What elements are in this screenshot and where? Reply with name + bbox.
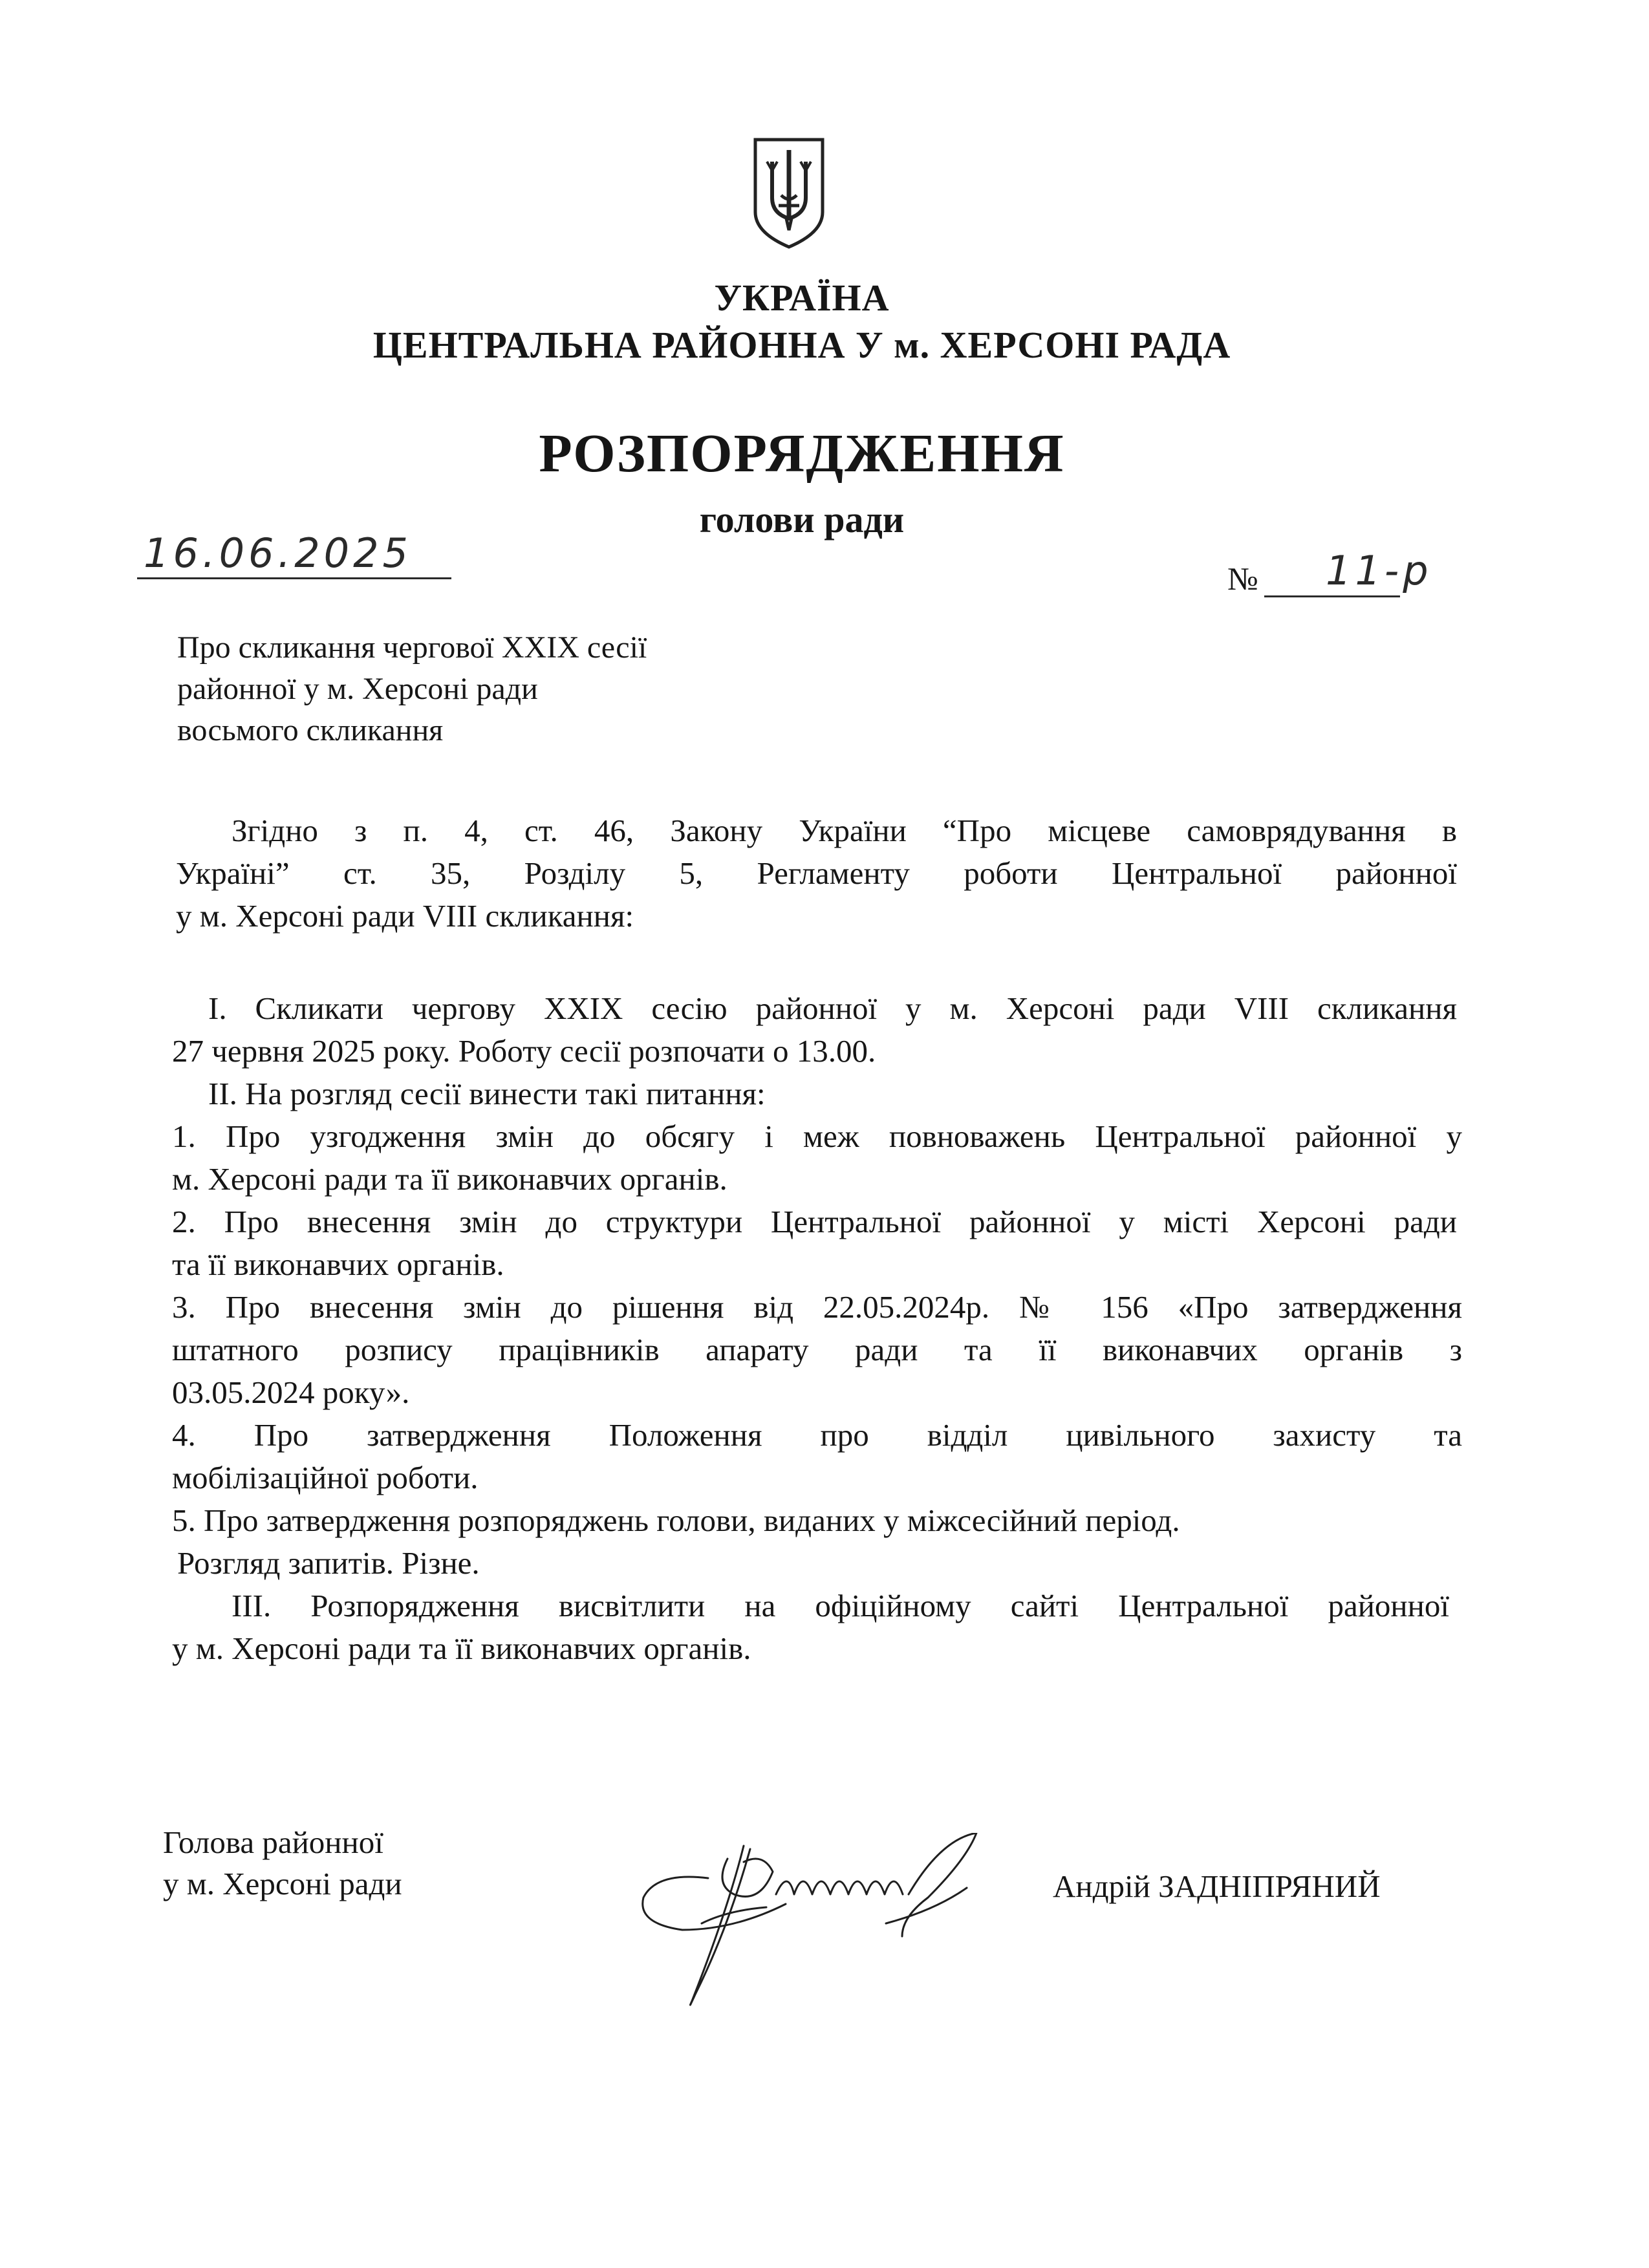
body-line: ІІІ. Розпорядження висвітлити на офіційному сайті Центральної районної: [232, 1588, 1449, 1623]
body-line: 03.05.2024 року».: [172, 1375, 410, 1410]
document-type-title: РОЗПОРЯДЖЕННЯ: [539, 423, 1065, 484]
preamble-line: Україні” ст. 35, Розділу 5, Регламенту роботи Центральної районної: [176, 855, 1457, 891]
document-type-subtitle: голови ради: [699, 498, 905, 540]
body-line: І. Скликати чергову XXIX сесію районної у м. Херсоні ради VIII скликання: [208, 990, 1457, 1026]
body-line: 5. Про затвердження розпоряджень голови, виданих у міжсесійний період.: [172, 1503, 1180, 1538]
council-heading: ЦЕНТРАЛЬНА РАЙОННА У м. ХЕРСОНІ РАДА: [372, 324, 1231, 366]
body-line: ІІ. На розгляд сесії винести такі питання:: [208, 1076, 766, 1111]
subject-line: восьмого скликання: [177, 713, 444, 747]
number-label: №: [1227, 561, 1258, 597]
body-line: та її виконавчих органів.: [172, 1246, 504, 1282]
body-line: у м. Херсоні ради та її виконавчих органів.: [172, 1631, 751, 1666]
trident-emblem-icon: [750, 136, 828, 251]
body-line: 2. Про внесення змін до структури Центральної районної у місті Херсоні ради: [172, 1204, 1457, 1239]
body-line: 1. Про узгодження змін до обсягу і меж повноважень Центральної районної у: [172, 1118, 1462, 1154]
signatory-title: [163, 1822, 402, 1905]
handwritten-number: 11-р: [1326, 547, 1432, 594]
body-line: Розгляд запитів. Різне.: [177, 1545, 480, 1581]
body-line: 3. Про внесення змін до рішення від 22.05.2024р. № 156 «Про затвердження: [172, 1289, 1462, 1325]
body-line: 27 червня 2025 року. Роботу сесії розпочати о 13.00.: [172, 1033, 876, 1069]
subject-line: Про скликання чергової XXIX сесії: [177, 630, 647, 665]
date-underline: [137, 577, 451, 579]
handwritten-signature: [630, 1833, 993, 2014]
preamble-line: у м. Херсоні ради VIII скликання:: [176, 898, 634, 934]
signatory-title-line: у м. Херсоні ради: [163, 1866, 402, 1901]
signatory-title-line: Голова районної: [163, 1824, 383, 1860]
subject-line: районної у м. Херсоні ради: [177, 672, 538, 706]
number-underline: [1264, 595, 1400, 597]
body-line: 4. Про затвердження Положення про відділ цивільного захисту та: [172, 1417, 1462, 1453]
country-heading: УКРАЇНА: [714, 277, 890, 319]
subject-block: [177, 627, 647, 751]
body-line: мобілізаційної роботи.: [172, 1460, 479, 1495]
body-line: м. Херсоні ради та її виконавчих органів.: [172, 1161, 727, 1197]
preamble-line: Згідно з п. 4, ст. 46, Закону України “Про місцеве самоврядування в: [232, 813, 1457, 848]
handwritten-date: 16.06.2025: [144, 530, 412, 577]
signatory-name: Андрій ЗАДНІПРЯНИЙ: [1053, 1868, 1381, 1904]
body-line: штатного розпису працівників апарату ради та її виконавчих органів з: [172, 1332, 1462, 1367]
